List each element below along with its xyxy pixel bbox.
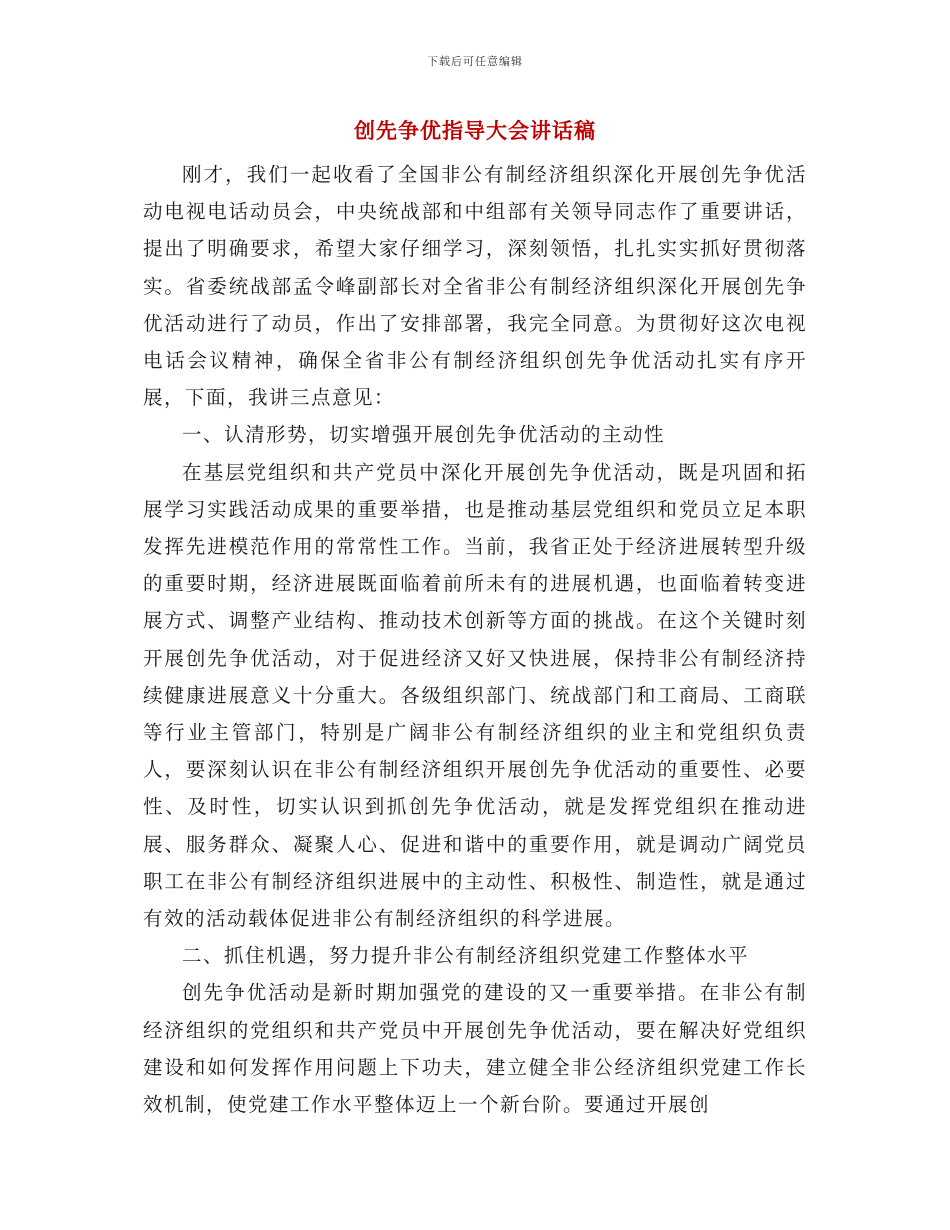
section-heading-2: 二、抓住机遇，努力提升非公有制经济组织党建工作整体水平 [182,944,750,968]
paragraph-intro: 刚才，我们一起收看了全国非公有制经济组织深化开展创先争优活动电视电话动员会，中央统战部和中组部有关领导同志作了重要讲话，提出了明确要求，希望大家仔细学习，深刻领悟，扎扎实实抓好贯彻落实。省委统战部孟令峰副部长对全省非公有制经济组织深化开展创先争优活动进行了动员，作出了安排部署，我完全同意。为贯彻好这次电视电话会议精神，确保全省非公有制经济组织创先争优活动扎实有序开展，下面，我讲三点意见： [143,163,807,410]
header-note: 下载后可任意编辑 [427,55,523,68]
document-title: 创先争优指导大会讲话稿 [354,118,596,143]
section-heading-1: 一、认清形势，切实增强开展创先争优活动的主动性 [182,423,666,447]
paragraph-section-1: 在基层党组织和共产党员中深化开展创先争优活动，既是巩固和拓展学习实践活动成果的重要举措，也是推动基层党组织和党员立足本职发挥先进模范作用的常常性工作。当前，我省正处于经济进展转型升级的重要时期，经济进展既面临着前所未有的进展机遇，也面临着转变进展方式、调整产业结构、推动技术创新等方面的挑战。在这个关键时刻开展创先争优活动，对于促进经济又好又快进展，保持非公有制经济持续健康进展意义十分重大。各级组织部门、统战部门和工商局、工商联等行业主管部门，特别是广阔非公有制经济组织的业主和党组织负责人，要深刻认识在非公有制经济组织开展创先争优活动的重要性、必要性、及时性，切实认识到抓创先争优活动，就是发挥党组织在推动进展、服务群众、凝聚人心、促进和谐中的重要作用，就是调动广阔党员职工在非公有制经济组织进展中的主动性、积极性、制造性，就是通过有效的活动载体促进非公有制经济组织的科学进展。 [143,460,807,931]
document-body [143,156,807,1123]
paragraph-section-2: 创先争优活动是新时期加强党的建设的又一重要举措。在非公有制经济组织的党组织和共产党员中开展创先争优活动，要在解决好党组织建设和如何发挥作用问题上下功夫，建立健全非公经济组织党建工作长效机制，使党建工作水平整体迈上一个新台阶。要通过开展创 [143,981,807,1117]
